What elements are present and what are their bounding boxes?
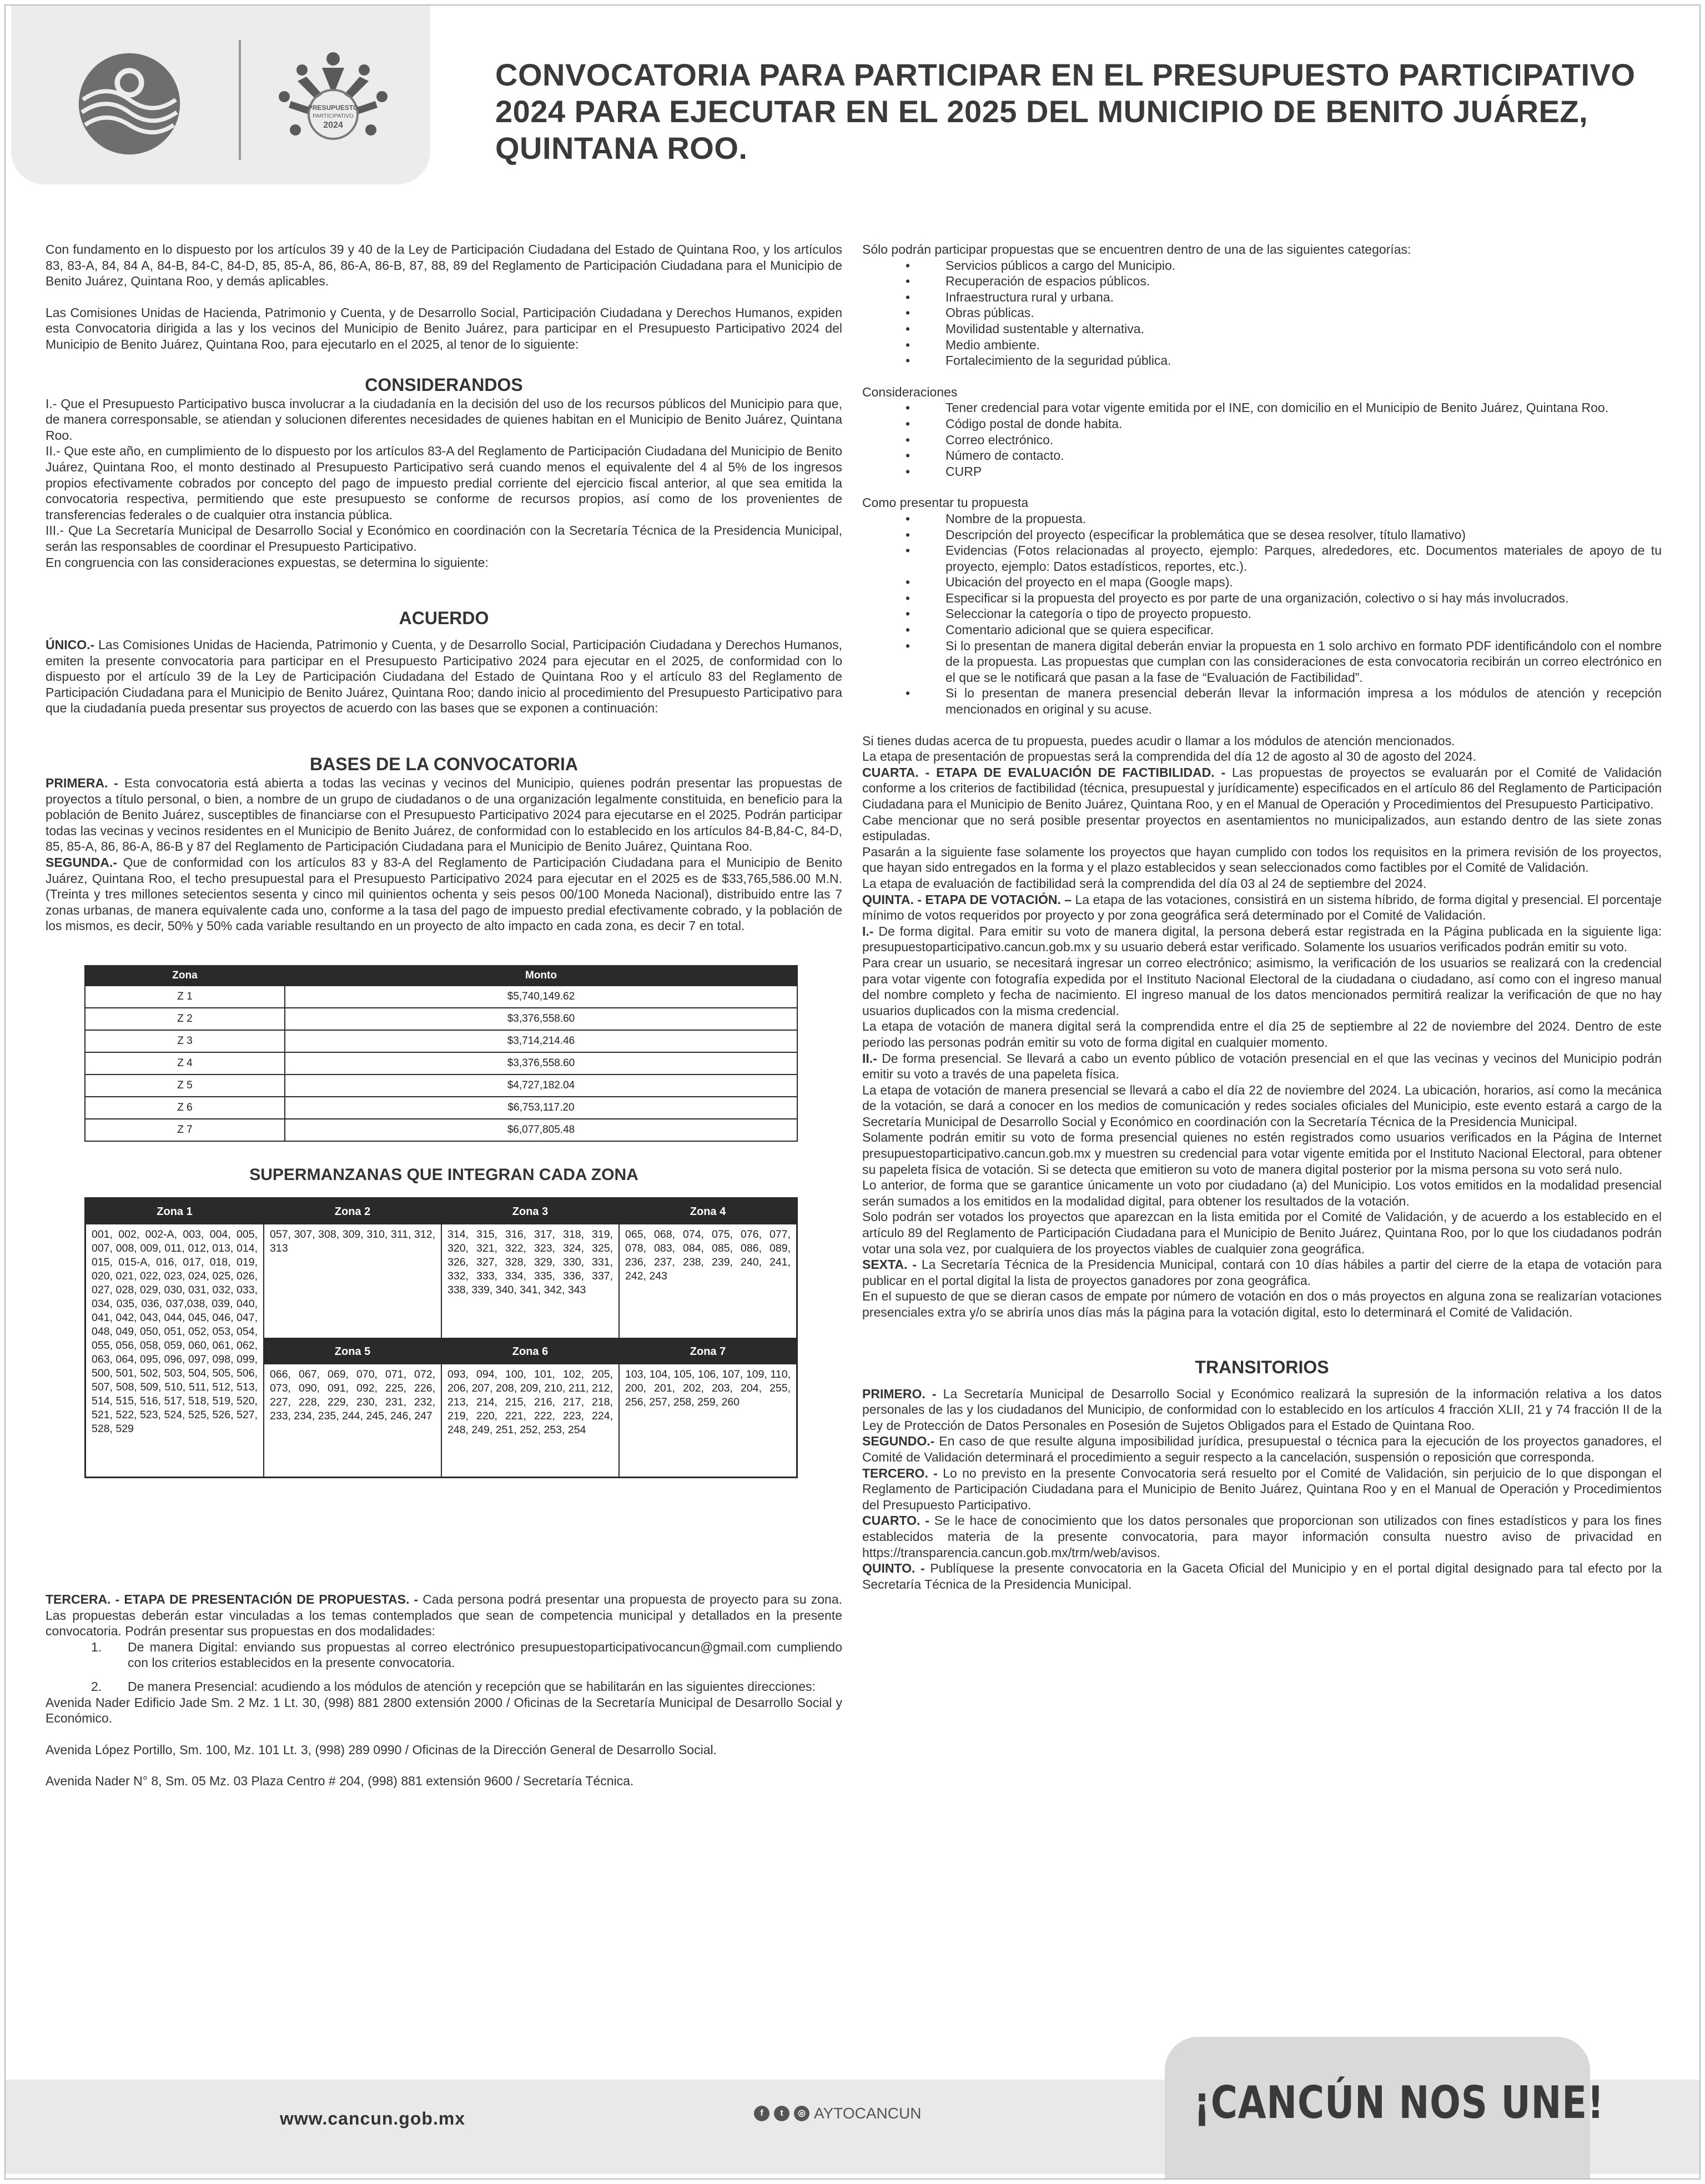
logo-separator [239, 40, 241, 160]
t5-text: Publíquese la presente convocatoria en la Gaceta Oficial del Municipio y en el portal digital designado para tal efecto por la Secretaría Técnica de la Presidencia Municipal. [862, 1561, 1662, 1591]
table-row [85, 1008, 797, 1030]
list-number: 1. [91, 1639, 102, 1654]
zona-cell: Z 4 [85, 1052, 285, 1075]
list-item: • Si lo presentan de manera presencial deberán llevar la información impresa a los módulos de atención y recepción mencionados en original y su acuse. [906, 685, 1662, 717]
quinta-presencial [862, 1051, 1662, 1082]
transitorio-tercero [862, 1465, 1662, 1513]
monto-cell: $3,376,558.60 [285, 1008, 797, 1030]
address-1: Avenida Nader Edificio Jade Sm. 2 Mz. 1 Lt. 30, (998) 881 2800 extensión 2000 / Oficinas de la Secretaría Municipal de Desarrollo Social y Económico. [46, 1695, 842, 1726]
twitter-icon[interactable]: t [774, 2106, 789, 2121]
como-presentar-title: Como presentar tu propuesta [862, 495, 1029, 510]
zone-list: 057, 307, 308, 309, 310, 311, 312, 313 [270, 1228, 435, 1254]
t4-label: CUARTO. - [862, 1513, 929, 1528]
list-item: • Servicios públicos a cargo del Municipio. [906, 258, 1662, 274]
list-item: • Número de contacto. [906, 448, 1662, 464]
zona-cell: Z 6 [85, 1097, 285, 1119]
primera-text: Esta convocatoria está abierta a todas las vecinas y vecinos del Municipio, quienes podrán presentar las propuestas de proyectos a título personal, o bien, a nombre de un grupo de ciudadanos o de una organización legalmente constituida, en beneficio para la población de Benito Juárez, susceptibles de financiarse con el Presupuesto Participativo 2024 para ejecutarse en el 2025. Podrán participar todas las vecinas y vecinos residentes en el Municipio de Benito Juárez, de conformidad con lo establecido en los artículos 84-B,84-C, 84-D, 85, 85-A, 86, 86-A, 86-B y 87 del Reglamento de Participación Ciudadana para el Municipio de Benito Juárez, Quintana Roo. [46, 776, 842, 854]
dudas-text: Si tienes dudas acerca de tu propuesta, puedes acudir o llamar a los módulos de atención mencionados. [862, 733, 1455, 748]
zone-cell-4 [620, 1199, 796, 1339]
zone-cell-2 [264, 1199, 442, 1339]
considerandos-title: CONSIDERANDOS [365, 374, 523, 395]
list-item [91, 1639, 842, 1671]
base-segunda [46, 855, 842, 934]
base-cuarta [862, 765, 1662, 812]
zone-list: 001, 002, 002-A, 003, 004, 005, 007, 008, 009, 011, 012, 013, 014, 015, 015-A, 016, 017, 018, 019, 020, 021, 022, 023, 024, 025, 026, 027, 028, 029, 030, 031, 032, 033, 034, 035, 036, 037,038, 039, 040, 041, 042, 043, 044, 045, 046, 047, 048, 049, 050, 051, 052, 053, 054, 055, 056, 058, 059, 060, 061, 062, 063, 064, 095, 096, 097, 098, 099, 500, 501, 502, 503, 504, 505, 506, 507, 508, 509, 510, 511, 512, 513, 514, 515, 516, 517, 518, 519, 520, 521, 522, 523, 524, 525, 526, 527, 528, 529 [92, 1228, 258, 1435]
q2-text: De forma presencial. Se llevará a cabo un evento público de votación presencial en el que las vecinas y vecinos del Municipio podrán emitir su voto a través de una papeleta física. [862, 1051, 1662, 1082]
monto-cell: $3,376,558.60 [285, 1052, 797, 1075]
left-column [46, 242, 842, 1789]
segunda-label: SEGUNDA.- [46, 855, 118, 870]
zone-list: 066, 067, 069, 070, 071, 072, 073, 090, 091, 092, 225, 226, 227, 228, 229, 230, 231, 232, 233, 234, 235, 244, 245, 246, 247 [270, 1368, 435, 1422]
acuerdo-title: ACUERDO [399, 608, 489, 629]
transitorios-title: TRANSITORIOS [1195, 1357, 1329, 1377]
supermanzanas-table [84, 1197, 798, 1478]
municipal-seal-icon [77, 51, 182, 157]
quinta-digital [862, 923, 1662, 955]
zone-cell-3 [442, 1199, 620, 1339]
bases-title: BASES DE LA CONVOCATORIA [310, 754, 578, 775]
table-row [85, 986, 797, 1008]
quinta-digital-3: La etapa de votación de manera digital será la comprendida entre el día 25 de septiembre al 22 de noviembre del 2024. Dentro de este periodo las personas podrán emitir su voto de forma digital en cualquier momento. [862, 1019, 1662, 1050]
list-item: • Código postal de donde habita. [906, 416, 1662, 432]
base-primera [46, 775, 842, 855]
zone-header: Zona 2 [264, 1199, 441, 1224]
website-link[interactable]: www.cancun.gob.mx [280, 2108, 466, 2128]
considerando-3: III.- Que La Secretaría Municipal de Desarrollo Social y Económico en coordinación con la Secretaría Técnica de la Presidencia Municipal, serán las responsables de coordinar el Presupuesto Participativo. [46, 523, 842, 554]
list-item: • Especificar si la propuesta del proyecto es por parte de una organización, colectivo o si hay más involucrados. [906, 590, 1662, 606]
list-item: • Evidencias (Fotos relacionadas al proyecto, ejemplo: Parques, alrededores, etc. Documentos materiales de apoyo de tu proyecto, ejemplo: Datos estadísticos, reportes, etc.). [906, 543, 1662, 574]
logo-pp-text2: PARTICIPATIVO [313, 113, 354, 119]
transitorio-primero [862, 1386, 1662, 1434]
monto-header-monto: Monto [285, 966, 797, 986]
facebook-icon[interactable]: f [754, 2106, 769, 2121]
instagram-icon[interactable]: ◎ [794, 2106, 809, 2121]
acuerdo-unico [46, 637, 842, 716]
social-handle-text: AYTOCANCUN [814, 2105, 922, 2122]
intro-paragraph-2: Las Comisiones Unidas de Hacienda, Patrimonio y Cuenta, y de Desarrollo Social, Participación Ciudadana y Derechos Humanos, expiden esta Convocatoria dirigida a las y los vecinos del Municipio de Benito Juárez, para participar en el Presupuesto Participativo 2024 del Municipio de Benito Juárez, Quintana Roo, para ejecutarlo en el 2025, al tenor de lo siguiente: [46, 305, 842, 352]
sexta-label: SEXTA. - [862, 1257, 917, 1272]
etapa-presentacion-text: La etapa de presentación de propuestas será la comprendida del día 12 de agosto al 30 de agosto del 2024. [862, 749, 1477, 764]
sexta-paragraph-2: En el supuesto de que se dieran casos de empate por número de votación en dos o más proyectos en alguna zona se realizarían votaciones presenciales extra y/o se abriría unos días más la página para la votación digital, esto lo determinará el Comité de Validación. [862, 1289, 1662, 1319]
list-item: • Nombre de la propuesta. [906, 511, 1662, 527]
base-sexta [862, 1257, 1662, 1288]
table-row [85, 1097, 797, 1119]
categories-list [906, 258, 1662, 369]
zona-cell: Z 3 [85, 1030, 285, 1052]
quinta-text: La etapa de las votaciones, consistirá en un sistema híbrido, de forma digital y presencial. El porcentaje mínimo de votos requeridos por proyecto y por zona geográfica será determinado por el Comité de Validación. [862, 892, 1662, 923]
sexta-text: La Secretaría Técnica de la Presidencia Municipal, contará con 10 días hábiles a partir del cierre de la etapa de votación para publicar en el portal digital la lista de proyectos ganadores por zona geográfica. [862, 1257, 1662, 1288]
como-presentar-list [906, 511, 1662, 717]
monto-header-zona: Zona [85, 966, 285, 986]
list-item [91, 1679, 842, 1695]
t2-label: SEGUNDO.- [862, 1434, 935, 1449]
zone-list: 314, 315, 316, 317, 318, 319, 320, 321, 322, 323, 324, 325, 326, 327, 328, 329, 330, 331, 332, 333, 334, 335, 336, 337, 338, 339, 340, 341, 342, 343 [447, 1228, 613, 1296]
cuarta-label: CUARTA. - ETAPA DE EVALUACIÓN DE FACTIBILIDAD. - [862, 765, 1226, 780]
list-item: • Seleccionar la categoría o tipo de proyecto propuesto. [906, 606, 1662, 622]
list-item: • Tener credencial para votar vigente emitida por el INE, con domicilio en el Municipio de Benito Juárez, Quintana Roo. [906, 400, 1662, 416]
zone-cell-1 [86, 1199, 264, 1477]
list-item: • Movilidad sustentable y alternativa. [906, 321, 1662, 337]
table-row [85, 1052, 797, 1075]
modalidad-digital: De manera Digital: enviando sus propuestas al correo electrónico presupuestoparticipativocancun@gmail.com cumpliendo con los criterios establecidos en la presente convocatoria. [128, 1639, 842, 1670]
cuarta-paragraph-2: Cabe mencionar que no será posible presentar proyectos en asentamientos no municipalizados, aun estando dentro de las siete zonas estipuladas. [862, 812, 1662, 844]
list-item: • Fortalecimiento de la seguridad pública. [906, 353, 1662, 369]
quinta-presencial-3: Solamente podrán emitir su voto de forma presencial quienes no estén registrados como usuarios verificados en la Página de Internet presupuestoparticipativo.cancun.gob.mx y muestren su credencial para votar vigente emitida por el Instituto Nacional Electoral, para obtener su papeleta física de votación. Si se detecta que emitieron su voto de manera digital posterior por la misma persona su voto será nulo. [862, 1130, 1662, 1177]
zone-header: Zona 3 [442, 1199, 618, 1224]
zone-list: 093, 094, 100, 101, 102, 205, 206, 207, 208, 209, 210, 211, 212, 213, 214, 215, 216, 217, 218, 219, 220, 221, 222, 223, 224, 248, 249, 251, 252, 253, 254 [447, 1368, 613, 1436]
segunda-text: Que de conformidad con los artículos 83 y 83-A del Reglamento de Participación Ciudadana para el Municipio de Benito Juárez, Quintana Roo, el techo presupuestal para el Presupuesto Participativo 2024 para ejecutar en el 2025 es de $33,765,586.00 M.N. (Treinta y tres millones setecientos sesenta y cinco mil quinientos ochenta y seis pesos 00/100 Moneda Nacional), distribuido entre las 7 zonas urbanas, de manera equivalente cada uno, conforme a la tasa del pago de impuesto predial efectivamente cobrado, y la población de los mismos, es decir, 50% y 50% cada variable resultando en un proyecto de alto impacto en cada zona, es decir 7 en total. [46, 855, 842, 933]
zone-cell-7 [620, 1339, 796, 1477]
primera-label: PRIMERA. - [46, 776, 118, 791]
zone-header: Zona 6 [442, 1339, 618, 1364]
q1-label: I.- [862, 923, 874, 938]
list-item: • Medio ambiente. [906, 337, 1662, 353]
presupuesto-participativo-logo [266, 46, 400, 168]
zona-cell: Z 1 [85, 986, 285, 1008]
monto-cell: $4,727,182.04 [285, 1075, 797, 1097]
logo-pp-year: 2024 [323, 121, 343, 130]
cuarta-paragraph-3: Pasarán a la siguiente fase solamente los proyectos que hayan cumplido con todos los requisitos en la primera revisión de los proyectos, que hayan sido entregados en la forma y el plazo establecidos y sean seleccionados como factibles por el Comité de Validación. [862, 844, 1662, 875]
t3-text: Lo no previsto en la presente Convocatoria será resuelto por el Comité de Validación, sin perjuicio de lo que dispongan el Reglamento de Participación Ciudadana para el Municipio de Benito Juárez, Quintana Roo y en el Manual de Operación y Procedimientos del Presupuesto Participativo. [862, 1465, 1662, 1512]
quinta-presencial-5: Solo podrán ser votados los proyectos que aparezcan en la lista emitida por el Comité de Validación, y de acuerdo a los establecido en el artículo 89 del Reglamento de Participación Ciudadana para el Municipio de Benito Juárez, Quintana Roo, por lo que los ciudadanos podrán votar una sola vez, por cualquiera de los proyectos viables de cualquier zona geográfica. [862, 1209, 1662, 1256]
t5-label: QUINTO. - [862, 1561, 925, 1576]
tercera-text: Cada persona podrá presentar una propuesta de proyecto para su zona. Las propuestas deberán estar vinculadas a los temas contemplados que sean de competencia municipal y detallados en la presente convocatoria. Podrán presentar sus propuestas en dos modalidades: [46, 1592, 842, 1639]
list-number: 2. [91, 1679, 102, 1694]
right-column [862, 242, 1662, 1592]
unico-label: ÚNICO.- [46, 637, 95, 652]
quinta-digital-2: Para crear un usuario, se necesitará ingresar un correo electrónico; asimismo, la verificación de los usuarios se realizará con la credencial para votar vigente con fotografía expedida por el Instituto Nacional Electoral de la ciudadana o ciudadano, así como con el ingreso manual del nombre completo y fecha de nacimiento. El ingreso manual de los datos mencionados permitirá realizar la verificación de que no hay usuarios duplicados con la misma credencial. [862, 955, 1662, 1018]
monto-cell: $6,753,117.20 [285, 1097, 797, 1119]
base-tercera [46, 1591, 842, 1639]
cuarta-text: Las propuestas de proyectos se evaluarán por el Comité de Validación conforme a los criterios de factibilidad (técnica, presupuestal y jurídicamente) especificados en el artículo 86 del Reglamento de Participación Ciudadana para el Municipio de Benito Juárez, Quintana Roo, y en el Manual de Operación y Procedimientos del Presupuesto Participativo. [862, 765, 1662, 811]
quinta-presencial-2: La etapa de votación de manera presencial se llevará a cabo el día 22 de noviembre del 2024. La ubicación, horarios, así como la mecánica de la votación, se dará a conocer en los medios de comunicación y redes sociales oficiales del Municipio, este evento estará a cargo de la Secretaría Municipal de Desarrollo Social y Económico en coordinación con la Secretaría Técnica de la Presidencia Municipal. [862, 1082, 1662, 1129]
consideraciones-title: Consideraciones [862, 384, 958, 399]
list-item: • Si lo presentan de manera digital deberán enviar la propuesta en 1 solo archivo en formato PDF identificándolo con el nombre de la propuesta. Las propuestas que cumplan con las consideraciones de esta convocatoria recibirán un correo electrónico en el que se le notificará que pasan a la fase de “Evaluación de Factibilidad”. [906, 638, 1662, 686]
zone-cell-6 [442, 1339, 620, 1477]
t4-text: Se le hace de conocimiento que los datos personales que proporcionan son utilizados con fines estadísticos y para los fines establecidos materia de la presente convocatoria, para mayor información consulta nuestro aviso de privacidad en https://transparencia.cancun.gob.mx/trm/web/avisos. [862, 1513, 1662, 1560]
t3-label: TERCERO. - [862, 1465, 938, 1480]
table-row [85, 1030, 797, 1052]
table-row [85, 1119, 797, 1141]
tercera-label: TERCERA. - ETAPA DE PRESENTACIÓN DE PROPUESTAS. - [46, 1592, 419, 1606]
monto-table [84, 965, 798, 1142]
logo-pp-text1: PRESUPUESTO [308, 104, 359, 112]
intro-paragraph-1: Con fundamento en lo dispuesto por los artículos 39 y 40 de la Ley de Participación Ciudadana del Estado de Quintana Roo, y los artículos 83, 83-A, 84, 84 A, 84-B, 84-C, 84-D, 85, 85-A, 86, 86-A, 86-B, 87, 88, 89 del Reglamento de Participación Ciudadana para el Municipio de Benito Juárez, Quintana Roo, y demás aplicables. [46, 242, 842, 289]
monto-cell: $3,714,214.46 [285, 1030, 797, 1052]
quinta-presencial-4: Lo anterior, de forma que se garantice únicamente un voto por ciudadano (a) del Municipio. Los votos emitidos en la modalidad presencial serán sumados a los emitidos en la modalidad digital, para obtener los resultados de la votación. [862, 1178, 1662, 1208]
list-item: • Obras públicas. [906, 305, 1662, 321]
list-item: • Infraestructura rural y urbana. [906, 289, 1662, 305]
page-title: CONVOCATORIA PARA PARTICIPAR EN EL PRESUPUESTO PARTICIPATIVO 2024 PARA EJECUTAR EN EL 2025 DEL MUNICIPIO DE BENITO JUÁREZ, QUINTANA ROO. [495, 57, 1636, 165]
q2-label: II.- [862, 1051, 877, 1066]
categories-intro: Sólo podrán participar propuestas que se encuentren dentro de una de las siguientes categorías: [862, 242, 1411, 257]
t2-text: En caso de que resulte alguna imposibilidad jurídica, presupuestal o técnica para la ejecución de los proyectos ganadores, el Comité de Validación determinará el procedimiento a seguir respecto a la cancelación, suspensión o reposición que corresponda. [862, 1434, 1662, 1464]
modalidades-list [91, 1639, 842, 1695]
zone-header: Zona 1 [86, 1199, 263, 1224]
zona-cell: Z 5 [85, 1075, 285, 1097]
zone-header: Zona 4 [620, 1199, 796, 1224]
transitorio-quinto [862, 1560, 1662, 1592]
table-row [85, 1075, 797, 1097]
document-page [4, 4, 1701, 2180]
q1-text: De forma digital. Para emitir su voto de manera digital, la persona deberá estar registrada en la Página publicada en la siguiente liga: presupuestoparticipativo.cancun.gob.mx y su usuario deberá estar verificado. Solamente los usuarios verificados podrán emitir su voto. [862, 923, 1662, 955]
list-item: • Ubicación del proyecto en el mapa (Google maps). [906, 574, 1662, 590]
consideraciones-list [906, 400, 1662, 479]
zone-list: 103, 104, 105, 106, 107, 109, 110, 200, 201, 202, 203, 204, 255, 256, 257, 258, 259, 260 [625, 1368, 791, 1408]
modalidad-presencial: De manera Presencial: acudiendo a los módulos de atención y recepción que se habilitarán en las siguientes direcciones: [128, 1679, 816, 1694]
base-quinta [862, 892, 1662, 923]
t1-text: La Secretaría Municipal de Desarrollo Social y Económico realizará la supresión de la información relativa a los datos personales de las y los ciudadanos del Municipio, de conformidad con lo establecido en los artículos 4 fracción XLII, 21 y 74 fracción II de la Ley de Protección de Datos Personales en Posesión de Sujetos Obligados para el Estado de Quintana Roo. [862, 1386, 1662, 1433]
t1-label: PRIMERO. - [862, 1386, 937, 1401]
quinta-label: QUINTA. - ETAPA DE VOTACIÓN. – [862, 892, 1072, 907]
transitorio-segundo [862, 1433, 1662, 1465]
list-item: • Descripción del proyecto (especificar la problemática que se desea resolver, título llamativo) [906, 527, 1662, 543]
transitorio-cuarto [862, 1513, 1662, 1560]
zone-cell-5 [264, 1339, 442, 1477]
list-item: • Comentario adicional que se quiera especificar. [906, 622, 1662, 638]
supermanzanas-title: SUPERMANZANAS QUE INTEGRAN CADA ZONA [249, 1166, 638, 1184]
considerando-2: II.- Que este año, en cumplimiento de lo dispuesto por los artículos 83-A del Reglamento de Participación Ciudadana del Municipio de Benito Juárez, Quintana Roo, el monto destinado al Presupuesto Participativo será cuando menos el equivalente del 4 al 5% de los ingresos propios efectivamente cobrados por concepto del pago de impuesto predial corriente del ejercicio fiscal anterior, al que sea emitida la convocatoria respectiva, permitiendo que este presupuesto se conforme de recursos propios, así como de los provenientes de transferencias federales o de cualquier otra instancia pública. [46, 444, 842, 522]
list-item: • Recuperación de espacios públicos. [906, 273, 1662, 289]
list-item: • Correo electrónico. [906, 432, 1662, 448]
list-item: • CURP [906, 464, 1662, 480]
address-3: Avenida Nader N° 8, Sm. 05 Mz. 03 Plaza Centro # 204, (998) 881 extensión 9600 / Secretaría Técnica. [46, 1774, 634, 1789]
considerando-1: I.- Que el Presupuesto Participativo busca involucrar a la ciudadanía en la decisión del uso de los recursos públicos del Municipio para que, de manera corresponsable, se atiendan y solucionen diferentes necesidades de quienes habitan en el Municipio de Benito Juárez, Quintana Roo. [46, 396, 842, 443]
zone-header: Zona 5 [264, 1339, 441, 1364]
zona-cell: Z 7 [85, 1119, 285, 1141]
cuarta-paragraph-4: La etapa de evaluación de factibilidad será la comprendida del día 03 al 24 de septiembre del 2024. [862, 876, 1427, 891]
zone-header: Zona 7 [620, 1339, 796, 1364]
social-handle[interactable] [754, 2105, 921, 2122]
monto-cell: $5,740,149.62 [285, 986, 797, 1008]
unico-text: Las Comisiones Unidas de Hacienda, Patrimonio y Cuenta, y de Desarrollo Social, Participación Ciudadana y Derechos Humanos, emiten la presente convocatoria para participar en el Presupuesto Participativo 2024 para ejecutar en el 2025, de conformidad con lo dispuesto por el artículo 39 de la Ley de Participación Ciudadana del Estado de Quintana Roo y el artículo 83 del Reglamento de Participación Ciudadana para el Municipio de Benito Juárez, Quintana Roo; dando inicio al procedimiento del Presupuesto Participativo para que la ciudadanía pueda presentar sus proyectos de acuerdo con las bases que se exponen a continuación: [46, 637, 842, 716]
slogan-text: ¡CANCÚN NOS UNE! [1194, 2077, 1605, 2128]
monto-cell: $6,077,805.48 [285, 1119, 797, 1141]
considerando-4: En congruencia con las consideraciones expuestas, se determina lo siguiente: [46, 555, 489, 570]
address-2: Avenida López Portillo, Sm. 100, Mz. 101 Lt. 3, (998) 289 0990 / Oficinas de la Dirección General de Desarrollo Social. [46, 1742, 717, 1757]
zone-list: 065, 068, 074, 075, 076, 077, 078, 083, 084, 085, 086, 089, 236, 237, 238, 239, 240, 241, 242, 243 [625, 1228, 791, 1282]
zona-cell: Z 2 [85, 1008, 285, 1030]
